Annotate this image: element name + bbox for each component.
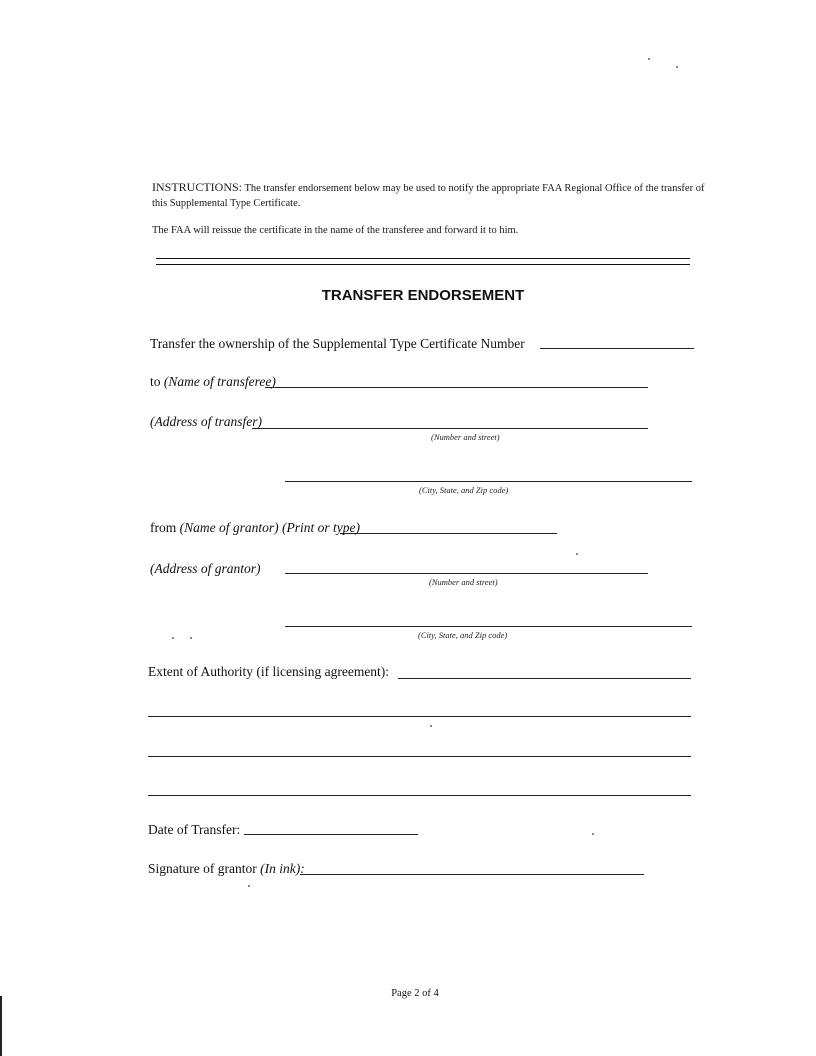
transferee-street-field[interactable] bbox=[252, 428, 648, 429]
transferee-label-prefix: to bbox=[150, 374, 164, 389]
separator-rule-bottom bbox=[156, 264, 690, 265]
grantor-name-field[interactable] bbox=[340, 533, 557, 534]
page-title: TRANSFER ENDORSEMENT bbox=[321, 287, 525, 304]
instructions-paragraph bbox=[152, 180, 712, 211]
transferee-label bbox=[150, 374, 276, 390]
scan-speck bbox=[430, 725, 432, 727]
scan-speck bbox=[172, 637, 174, 639]
transferee-city-field[interactable] bbox=[285, 481, 692, 482]
grantor-city-caption: (City, State, and Zip code) bbox=[418, 630, 508, 640]
authority-line-3[interactable] bbox=[148, 756, 691, 757]
signature-field[interactable] bbox=[300, 874, 644, 875]
stc-number-field[interactable] bbox=[540, 348, 694, 349]
scan-speck bbox=[248, 885, 250, 887]
grantor-street-field[interactable] bbox=[285, 573, 648, 574]
page-number: Page 2 of 4 bbox=[391, 988, 439, 999]
separator-rule-top bbox=[156, 258, 690, 259]
grantor-label-prefix: from bbox=[150, 520, 180, 535]
scan-speck bbox=[190, 637, 192, 639]
scan-speck bbox=[648, 58, 650, 60]
transferee-street-caption: (Number and street) bbox=[431, 432, 500, 442]
authority-line-4[interactable] bbox=[148, 795, 691, 796]
transferee-name-field[interactable] bbox=[265, 387, 648, 388]
scan-speck bbox=[576, 553, 578, 555]
scan-edge-mark bbox=[0, 996, 2, 1056]
transferee-label-italic: (Name of transferee) bbox=[163, 374, 276, 389]
transferee-city-caption: (City, State, and Zip code) bbox=[419, 485, 509, 495]
reissue-note: The FAA will reissue the certificate in the name of the transferee and forward it to him. bbox=[152, 225, 519, 236]
authority-line-2[interactable] bbox=[148, 716, 691, 717]
grantor-label bbox=[150, 520, 360, 536]
scan-speck bbox=[592, 833, 594, 835]
signature-label-italic: (In ink): bbox=[260, 861, 305, 876]
scan-speck bbox=[676, 66, 678, 68]
authority-field[interactable] bbox=[398, 678, 691, 679]
stc-number-label: Transfer the ownership of the Supplemental Type Certificate Number bbox=[150, 336, 525, 351]
date-field[interactable] bbox=[244, 834, 418, 835]
signature-label-prefix: Signature of grantor bbox=[148, 861, 261, 876]
grantor-address-label: (Address of grantor) bbox=[150, 561, 261, 576]
instructions-lead: INSTRUCTIONS: bbox=[152, 180, 243, 194]
date-label: Date of Transfer: bbox=[148, 822, 241, 837]
authority-label: Extent of Authority (if licensing agreement): bbox=[148, 664, 390, 679]
instructions-text: The transfer endorsement below may be used to notify the appropriate FAA Regional Office of the transfer of this Supplemental Type Certificate. bbox=[152, 183, 705, 209]
grantor-city-field[interactable] bbox=[285, 626, 692, 627]
transferee-address-label: (Address of transfer) bbox=[150, 414, 262, 429]
grantor-street-caption: (Number and street) bbox=[429, 577, 498, 587]
signature-label bbox=[148, 861, 305, 877]
grantor-label-italic: (Name of grantor) (Print or type) bbox=[179, 520, 360, 535]
